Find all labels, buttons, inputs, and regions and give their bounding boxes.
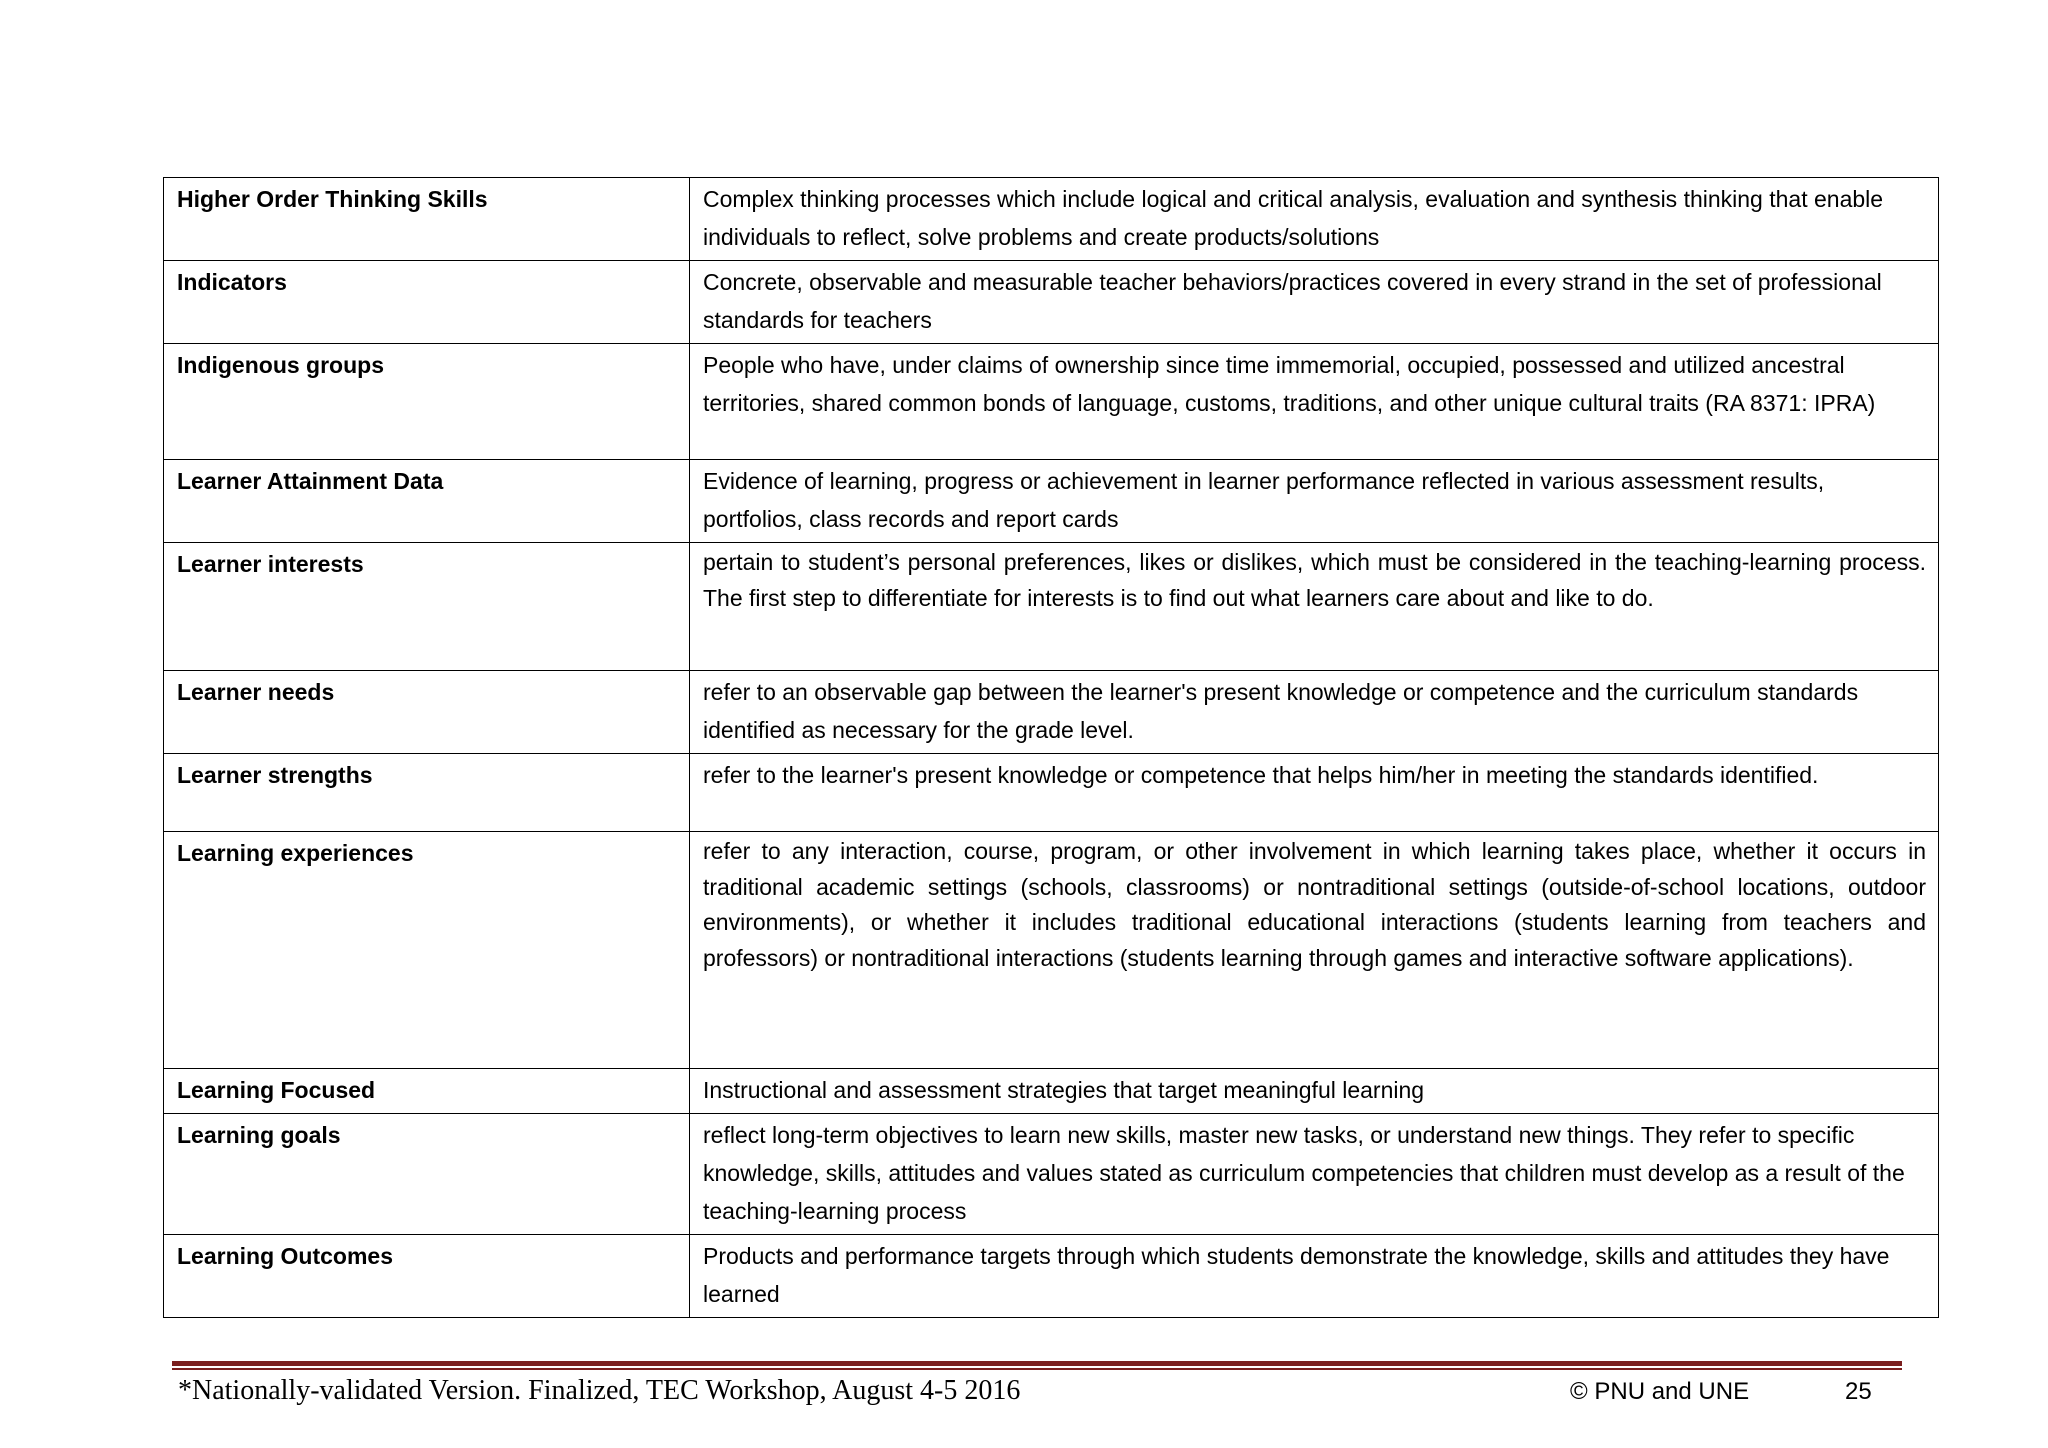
table-row (164, 1114, 1939, 1235)
glossary-definition: refer to an observable gap between the learner's present knowledge or competence and the curriculum standards identified as necessary for the grade level. (690, 671, 1939, 754)
table-row (164, 754, 1939, 832)
glossary-term: Learning Focused (164, 1069, 690, 1114)
footer-rule-thin-line (172, 1368, 1902, 1370)
glossary-definition: Concrete, observable and measurable teacher behaviors/practices covered in every strand in the set of professional standards for teachers (690, 261, 1939, 344)
glossary-definition: Evidence of learning, progress or achievement in learner performance reflected in various assessment results, portfolios, class records and report cards (690, 460, 1939, 543)
glossary-term: Indicators (164, 261, 690, 344)
glossary-definition: pertain to student’s personal preferences, likes or dislikes, which must be considered in the teaching-learning process. The first step to differentiate for interests is to find out what learners care about and like to do. (690, 543, 1939, 671)
glossary-term: Learning Outcomes (164, 1235, 690, 1318)
table-row (164, 178, 1939, 261)
glossary-term: Learning goals (164, 1114, 690, 1235)
glossary-term: Indigenous groups (164, 344, 690, 460)
glossary-definition: Complex thinking processes which include logical and critical analysis, evaluation and synthesis thinking that enable individuals to reflect, solve problems and create products/solutions (690, 178, 1939, 261)
page-number: 25 (1845, 1378, 1872, 1405)
table-row (164, 671, 1939, 754)
glossary-definition: Products and performance targets through which students demonstrate the knowledge, skills and attitudes they have learned (690, 1235, 1939, 1318)
table-row (164, 1235, 1939, 1318)
glossary-definition: refer to any interaction, course, program, or other involvement in which learning takes place, whether it occurs in traditional academic settings (schools, classrooms) or nontraditional settings (outside-of-school locations, outdoor environments), or whether it includes traditional educational interactions (students learning from teachers and professors) or nontraditional interactions (students learning through games and interactive software applications). (690, 832, 1939, 1069)
glossary-definition: People who have, under claims of ownership since time immemorial, occupied, possessed and utilized ancestral territories, shared common bonds of language, customs, traditions, and other unique cultural traits (RA 8371: IPRA) (690, 344, 1939, 460)
glossary-definition: reflect long-term objectives to learn new skills, master new tasks, or understand new things. They refer to specific knowledge, skills, attitudes and values stated as curriculum competencies that children must develop as a result of the teaching-learning process (690, 1114, 1939, 1235)
table-row (164, 832, 1939, 1069)
table-row (164, 543, 1939, 671)
footer-copyright: © PNU and UNE (1570, 1378, 1750, 1405)
table-row (164, 344, 1939, 460)
table-row (164, 460, 1939, 543)
table-row (164, 261, 1939, 344)
table-row (164, 1069, 1939, 1114)
footer-rule (172, 1361, 1902, 1370)
glossary-definition: Instructional and assessment strategies that target meaningful learning (690, 1069, 1939, 1114)
glossary-definition: refer to the learner's present knowledge or competence that helps him/her in meeting the standards identified. (690, 754, 1939, 832)
glossary-term: Learner Attainment Data (164, 460, 690, 543)
glossary-term: Learner strengths (164, 754, 690, 832)
glossary-term: Learning experiences (164, 832, 690, 1069)
footer-version-note: *Nationally-validated Version. Finalized, TEC Workshop, August 4-5 2016 (178, 1375, 1021, 1406)
glossary-term: Higher Order Thinking Skills (164, 178, 690, 261)
glossary-table (163, 177, 1939, 1318)
glossary-term: Learner interests (164, 543, 690, 671)
glossary-term: Learner needs (164, 671, 690, 754)
